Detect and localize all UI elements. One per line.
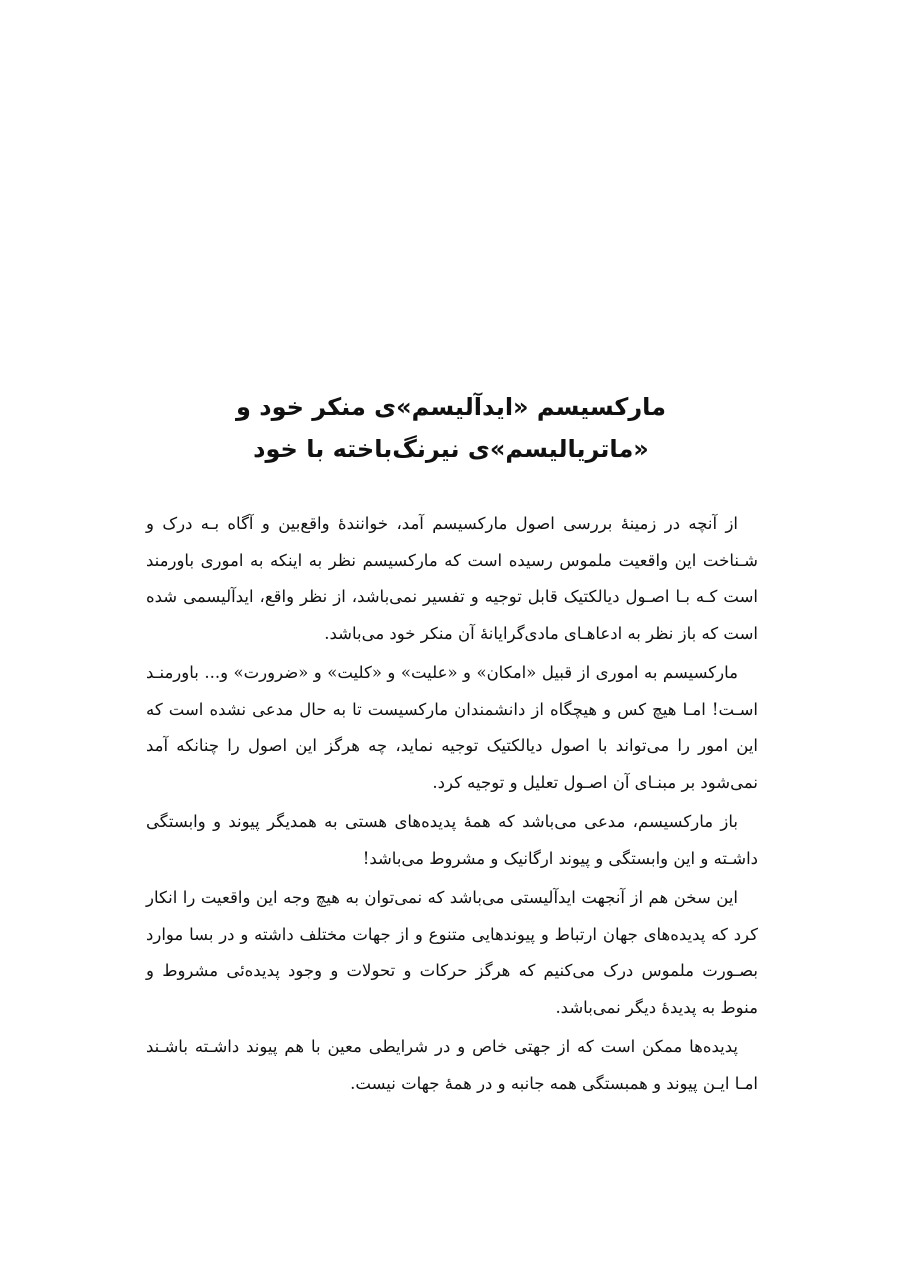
paragraph-4: این سخن هم از آنجهت ایدآلیستی می‌باشد که نمی‌توان به هیچ وجه این واقعیت را انکار کرد که پدیده‌های جهان ارتباط و پیوندهایی متنوع و از جهات مختلف داشته و در بسا موارد بصـورت ملموس درک می‌کنیم که هرگز حرکات و تحولات و وجود پدیده‌ئی مشروط و منوط به پدیدهٔ دیگر نمی‌باشد. — [146, 888, 758, 1017]
chapter-title — [120, 386, 782, 470]
chapter-title-line-2: «ماتریالیسم»ی نیرنگ‌باخته با خود — [253, 435, 649, 463]
body-text — [146, 506, 758, 1105]
chapter-title-line-1: مارکسیسم «ایدآلیسم»ی منکر خود و — [235, 393, 667, 421]
paragraph-5: پدیده‌ها ممکن است که از جهتی خاص و در شرایطی معین با هم پیوند داشـته باشـند امـا ایـن پیوند و همبستگی همه جانبه و در همهٔ جهات نیست. — [146, 1037, 758, 1093]
paragraph-2: مارکسیسم به اموری از قبیل «امکان» و «علیت» و «کلیت» و «ضرورت» و... باورمنـد اسـت! امـا هیچ کس و هیچگاه از دانشمندان مارکسیست تا به حال مدعی نشده است که این امور را می‌تواند با اصول دیالکتیک توجیه نماید، چه هرگز این اصول را چنانکه آمد نمی‌شود بر مبنـای آن اصـول تعلیل و توجیه کرد. — [146, 663, 758, 792]
paragraph-1: از آنچه در زمینهٔ بررسی اصول مارکسیسم آمد، خوانندهٔ واقع‌بین و آگاه بـه درک و شـناخت این واقعیت ملموس رسیده است که مارکسیسم نظر به اینکه به اموری باورمند است کـه بـا اصـول دیالکتیک قابل توجیه و تفسیر نمی‌باشد، از نظر واقع، ایدآلیسمی شده است که باز نظر به ادعاهـای مادی‌گرایانهٔ آن منکر خود می‌باشد. — [146, 514, 758, 643]
paragraph-3: باز مارکسیسم، مدعی می‌باشد که همهٔ پدیده‌های هستی به همدیگر پیوند و وابستگی داشـته و این وابستگی و پیوند ارگانیک و مشروط می‌باشد! — [146, 812, 758, 868]
